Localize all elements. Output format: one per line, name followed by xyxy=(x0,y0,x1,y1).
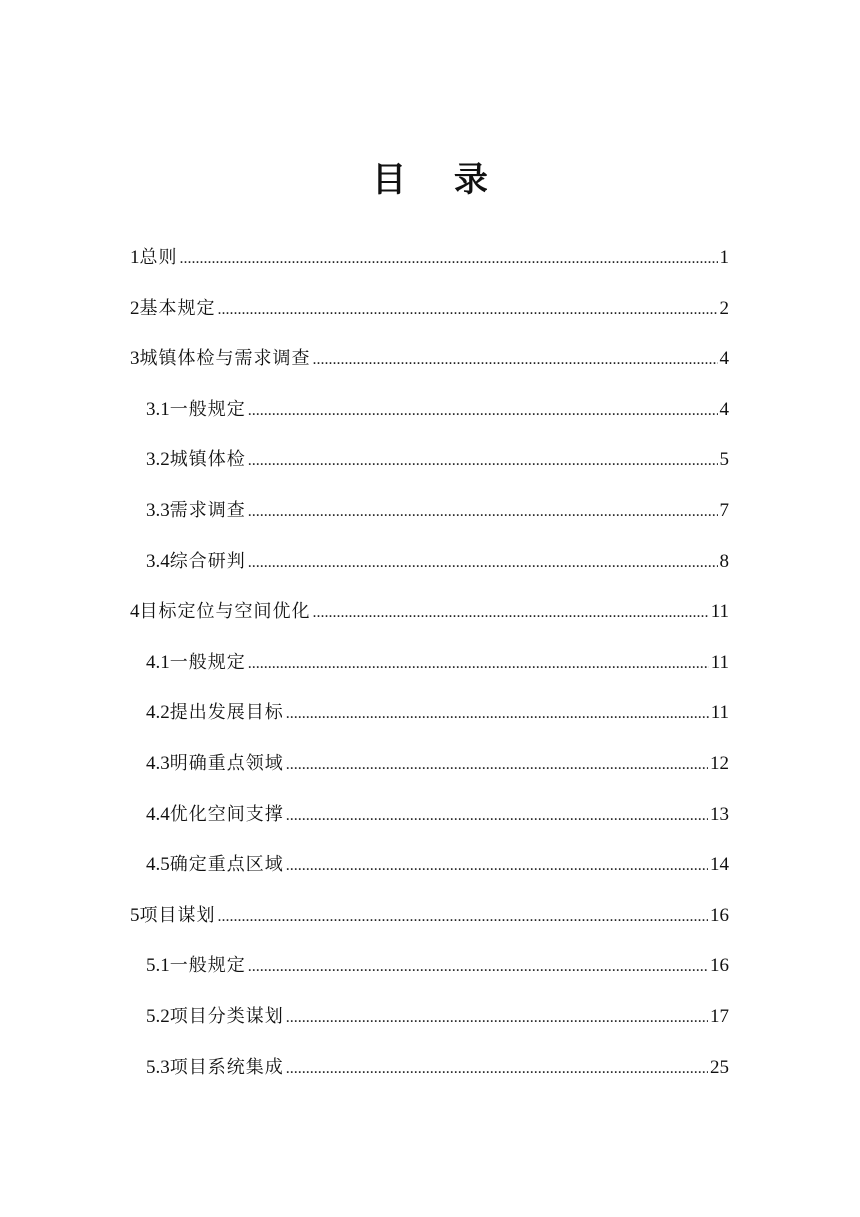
toc-entry[interactable] xyxy=(130,840,729,891)
toc-entry[interactable] xyxy=(130,334,729,385)
toc-entry-number: 4 xyxy=(130,601,140,623)
toc-entry-page: 25 xyxy=(710,1056,729,1078)
toc-entry-number: 2 xyxy=(130,297,140,319)
toc-entry-page: 11 xyxy=(710,702,729,724)
toc-entry[interactable] xyxy=(130,385,729,436)
toc-entry-page: 16 xyxy=(710,904,729,926)
toc-entry-label: 基本规定 xyxy=(139,297,216,319)
toc-dot-leader xyxy=(248,436,718,487)
toc-entry-number: 4.2 xyxy=(146,702,170,724)
toc-entry-label: 综合研判 xyxy=(169,550,246,572)
toc-entry-page: 11 xyxy=(710,651,729,673)
toc-dot-leader xyxy=(248,639,709,690)
toc-entry[interactable] xyxy=(130,688,729,739)
toc-entry-label: 城镇体检与需求调查 xyxy=(139,348,311,370)
toc-entry-label: 提出发展目标 xyxy=(169,702,284,724)
toc-dot-leader xyxy=(286,993,708,1044)
toc-entry[interactable] xyxy=(130,435,729,486)
toc-dot-leader xyxy=(286,689,709,740)
toc-entry-number: 5.2 xyxy=(146,1005,170,1027)
toc-entry-label: 总则 xyxy=(139,247,178,268)
toc-dot-leader xyxy=(286,740,708,791)
toc-dot-leader xyxy=(313,588,709,639)
toc-entry[interactable] xyxy=(130,486,729,537)
toc-entry-number: 5.3 xyxy=(146,1056,170,1078)
toc-entry[interactable] xyxy=(130,790,729,841)
toc-dot-leader xyxy=(286,841,708,892)
toc-entry-page: 5 xyxy=(719,449,729,471)
toc-entry-page: 4 xyxy=(719,398,729,420)
toc-entry-label: 一般规定 xyxy=(169,955,246,977)
toc-entry-label: 优化空间支撑 xyxy=(169,803,284,825)
toc-entry-number: 4.3 xyxy=(146,752,170,774)
toc-entry-page: 7 xyxy=(719,499,729,521)
toc-entry[interactable] xyxy=(130,992,729,1043)
toc-entry-page: 12 xyxy=(710,752,729,774)
toc-entry-label: 项目谋划 xyxy=(139,904,216,926)
toc-entry[interactable] xyxy=(130,1043,729,1094)
toc-entry-page: 1 xyxy=(719,247,729,268)
toc-entry-number: 3 xyxy=(130,348,140,370)
toc-entry-number: 1 xyxy=(130,247,140,268)
toc-entry-page: 4 xyxy=(719,348,729,370)
toc-entry[interactable] xyxy=(130,941,729,992)
toc-entry-number: 3.1 xyxy=(146,398,170,420)
toc-entry-page: 8 xyxy=(719,550,729,572)
toc-entry-number: 4.1 xyxy=(146,651,170,673)
toc-dot-leader xyxy=(218,285,718,336)
toc-dot-leader xyxy=(248,487,718,538)
toc-list xyxy=(130,233,729,1093)
toc-dot-leader xyxy=(313,335,718,386)
toc-entry-number: 3.2 xyxy=(146,449,170,471)
toc-entry-label: 需求调查 xyxy=(169,499,246,521)
toc-entry-number: 3.4 xyxy=(146,550,170,572)
toc-entry[interactable] xyxy=(130,891,729,942)
toc-entry-number: 5.1 xyxy=(146,955,170,977)
toc-entry-label: 明确重点领域 xyxy=(169,752,284,774)
toc-entry-label: 项目系统集成 xyxy=(169,1056,284,1078)
toc-entry-label: 一般规定 xyxy=(169,651,246,673)
toc-entry-number: 5 xyxy=(130,904,140,926)
toc-entry[interactable] xyxy=(130,739,729,790)
toc-entry-label: 一般规定 xyxy=(169,398,246,420)
toc-dot-leader xyxy=(218,892,709,943)
toc-entry-number: 4.5 xyxy=(146,854,170,876)
toc-dot-leader xyxy=(248,386,718,437)
toc-entry-label: 目标定位与空间优化 xyxy=(139,601,311,623)
toc-entry[interactable] xyxy=(130,233,729,284)
toc-entry-page: 2 xyxy=(719,297,729,319)
toc-entry-label: 确定重点区域 xyxy=(169,854,284,876)
toc-entry-page: 13 xyxy=(710,803,729,825)
toc-entry-page: 16 xyxy=(710,955,729,977)
toc-dot-leader xyxy=(180,234,718,285)
toc-dot-leader xyxy=(248,538,718,589)
toc-entry-page: 14 xyxy=(710,854,729,876)
toc-entry[interactable] xyxy=(130,638,729,689)
toc-dot-leader xyxy=(248,942,708,993)
toc-dot-leader xyxy=(286,1044,708,1095)
toc-entry-page: 11 xyxy=(710,601,729,623)
toc-entry[interactable] xyxy=(130,587,729,638)
toc-entry[interactable] xyxy=(130,537,729,588)
toc-title: 目 录 xyxy=(372,160,506,200)
toc-entry-number: 3.3 xyxy=(146,499,170,521)
toc-entry-number: 4.4 xyxy=(146,803,170,825)
toc-dot-leader xyxy=(286,791,708,842)
toc-entry-label: 城镇体检 xyxy=(169,449,246,471)
toc-entry-label: 项目分类谋划 xyxy=(169,1005,284,1027)
toc-entry-page: 17 xyxy=(710,1005,729,1027)
toc-entry[interactable] xyxy=(130,284,729,335)
